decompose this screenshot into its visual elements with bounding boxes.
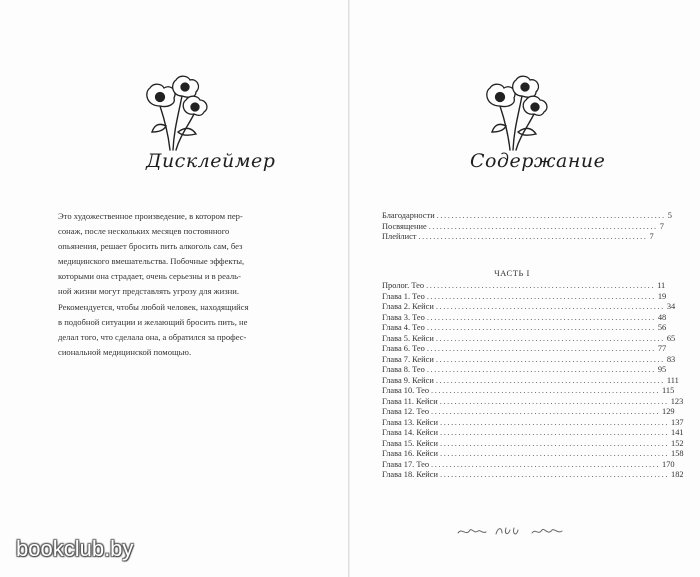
toc-leader: .............................................................. bbox=[431, 407, 661, 416]
toc-entry-page: 170 bbox=[662, 459, 675, 469]
toc-leader: .............................................................. bbox=[435, 333, 665, 343]
toc-entry-label: Глава 1. Тео bbox=[382, 291, 425, 301]
toc-front-matter bbox=[382, 211, 672, 243]
toc-leader: .............................................................. bbox=[435, 375, 665, 385]
disclaimer-line: ной жизни могут представлять угрозу для жизни. bbox=[58, 286, 239, 297]
poppy-flowers-icon bbox=[140, 66, 214, 152]
toc-entry-page: 152 bbox=[671, 438, 684, 448]
toc-entry-label: Глава 5. Кейси bbox=[382, 333, 434, 343]
toc-leader: .............................................................. bbox=[440, 417, 670, 427]
toc-entry-label: Глава 4. Тео bbox=[382, 323, 425, 332]
toc-entry-label: Глава 12. Тео bbox=[382, 407, 430, 416]
toc-leader: .............................................................. bbox=[428, 221, 658, 231]
toc-entry-label: Глава 13. Кейси bbox=[382, 417, 438, 427]
toc-entry-page: 123 bbox=[670, 396, 684, 406]
toc-entry[interactable] bbox=[382, 417, 684, 429]
toc-entry[interactable] bbox=[382, 459, 675, 471]
toc-entry[interactable] bbox=[382, 344, 667, 355]
toc-leader: .............................................................. bbox=[431, 459, 661, 469]
toc-entry[interactable] bbox=[382, 428, 684, 439]
toc-leader: .............................................................. bbox=[435, 354, 665, 364]
toc-leader: .............................................................. bbox=[426, 281, 656, 290]
toc-entry-label: Глава 15. Кейси bbox=[382, 438, 438, 448]
toc-entry-page: 137 bbox=[671, 417, 684, 427]
right-page bbox=[350, 0, 700, 577]
toc-entry-label: Глава 3. Тео bbox=[382, 312, 425, 322]
disclaimer-text bbox=[58, 209, 298, 360]
toc-leader: .............................................................. bbox=[440, 449, 670, 458]
toc-leader: .............................................................. bbox=[440, 470, 670, 479]
toc-leader: .............................................................. bbox=[431, 386, 661, 395]
toc-entry-page: 182 bbox=[671, 470, 684, 479]
toc-entry[interactable] bbox=[382, 312, 667, 324]
toc-entry-page: 11 bbox=[657, 281, 666, 290]
toc-leader: .............................................................. bbox=[426, 323, 656, 332]
toc-entry[interactable] bbox=[382, 438, 684, 450]
toc-entry-page: 95 bbox=[657, 365, 667, 374]
toc-entry[interactable] bbox=[382, 470, 684, 481]
toc-leader: .............................................................. bbox=[436, 211, 666, 220]
toc-entry-page: 7 bbox=[649, 232, 654, 241]
toc-leader: .............................................................. bbox=[426, 312, 656, 322]
toc-entry-page: 7 bbox=[659, 221, 664, 231]
watermark: bookclub.by bbox=[16, 536, 134, 561]
disclaimer-line: в подобной ситуации и желающий бросить пить, не bbox=[58, 316, 248, 327]
left-page bbox=[0, 0, 349, 577]
toc-entry[interactable] bbox=[382, 365, 667, 376]
toc-entry-label: Пролог. Тео bbox=[382, 281, 425, 290]
toc-leader: .............................................................. bbox=[439, 396, 669, 406]
toc-entry-label: Глава 18. Кейси bbox=[382, 470, 438, 479]
signature-scribble bbox=[456, 524, 566, 540]
disclaimer-line: сиональной медицинской помощью. bbox=[58, 346, 192, 357]
toc-entry[interactable] bbox=[382, 281, 666, 292]
part-heading: ЧАСТЬ I bbox=[494, 268, 530, 278]
toc-entry[interactable] bbox=[382, 354, 676, 366]
toc-entry-label: Глава 11. Кейси bbox=[382, 396, 438, 406]
disclaimer-line: Рекомендуется, чтобы любой человек, находящийся bbox=[58, 301, 249, 312]
toc-entry-page: 34 bbox=[666, 302, 676, 311]
toc-entry-label: Глава 6. Тео bbox=[382, 344, 425, 353]
toc-entry-page: 141 bbox=[671, 428, 684, 437]
disclaimer-line: которыми она страдает, очень серьезны и в реаль- bbox=[58, 271, 241, 282]
toc-chapters bbox=[382, 281, 684, 481]
toc-entry[interactable] bbox=[382, 396, 684, 408]
toc-leader: .............................................................. bbox=[435, 302, 665, 311]
toc-leader: .............................................................. bbox=[426, 291, 656, 301]
poppy-flowers-icon bbox=[480, 66, 554, 152]
toc-entry[interactable] bbox=[382, 323, 667, 334]
contents-title: Содержание bbox=[470, 150, 606, 172]
disclaimer-line: опьянения, решает бросить пить алкоголь сам, без bbox=[58, 241, 243, 252]
toc-leader: .............................................................. bbox=[440, 438, 670, 448]
toc-entry-page: 77 bbox=[657, 344, 667, 353]
toc-entry[interactable] bbox=[382, 386, 675, 397]
toc-entry-label: Глава 17. Тео bbox=[382, 459, 430, 469]
toc-entry-page: 115 bbox=[662, 386, 675, 395]
toc-entry[interactable] bbox=[382, 333, 676, 345]
toc-entry[interactable] bbox=[382, 407, 675, 418]
toc-entry-label: Глава 16. Кейси bbox=[382, 449, 438, 458]
toc-entry[interactable] bbox=[382, 302, 676, 313]
disclaimer-line: медицинского вмешательства. Побочные эффекты, bbox=[58, 256, 245, 267]
toc-entry-page: 129 bbox=[662, 407, 675, 416]
toc-entry-label: Глава 10. Тео bbox=[382, 386, 430, 395]
disclaimer-title: Дисклеймер bbox=[146, 150, 276, 172]
toc-entry-label: Глава 8. Тео bbox=[382, 365, 425, 374]
toc-entry-page: 158 bbox=[671, 449, 684, 458]
toc-leader: .............................................................. bbox=[440, 428, 670, 437]
toc-entry[interactable] bbox=[382, 221, 664, 233]
disclaimer-line: сонаж, после нескольких месяцев постоянного bbox=[58, 226, 230, 237]
toc-entry-label: Благодарности bbox=[382, 211, 435, 220]
toc-entry[interactable] bbox=[382, 375, 679, 387]
toc-entry-label: Плейлист bbox=[382, 232, 417, 241]
disclaimer-line: Это художественное произведение, в котором пер- bbox=[58, 211, 243, 221]
toc-entry-page: 56 bbox=[657, 323, 667, 332]
toc-entry-label: Глава 14. Кейси bbox=[382, 428, 438, 437]
toc-entry-page: 5 bbox=[667, 211, 672, 220]
toc-entry-label: Глава 2. Кейси bbox=[382, 302, 434, 311]
toc-entry[interactable] bbox=[382, 449, 684, 460]
toc-leader: .............................................................. bbox=[418, 232, 648, 241]
toc-entry-label: Посвящение bbox=[382, 221, 427, 231]
toc-entry-label: Глава 9. Кейси bbox=[382, 375, 434, 385]
handwritten-signature bbox=[456, 524, 566, 543]
toc-entry[interactable] bbox=[382, 291, 667, 303]
toc-leader: .............................................................. bbox=[426, 365, 656, 374]
toc-leader: .............................................................. bbox=[426, 344, 656, 353]
disclaimer-line: делал того, что сделала она, а обратился за профес- bbox=[58, 331, 247, 342]
toc-entry-page: 19 bbox=[657, 291, 667, 301]
toc-entry[interactable] bbox=[382, 211, 672, 222]
toc-entry-label: Глава 7. Кейси bbox=[382, 354, 434, 364]
toc-entry-page: 65 bbox=[666, 333, 676, 343]
toc-entry-page: 48 bbox=[657, 312, 667, 322]
toc-entry[interactable] bbox=[382, 232, 654, 243]
toc-entry-page: 83 bbox=[666, 354, 676, 364]
toc-entry-page: 111 bbox=[666, 375, 679, 385]
